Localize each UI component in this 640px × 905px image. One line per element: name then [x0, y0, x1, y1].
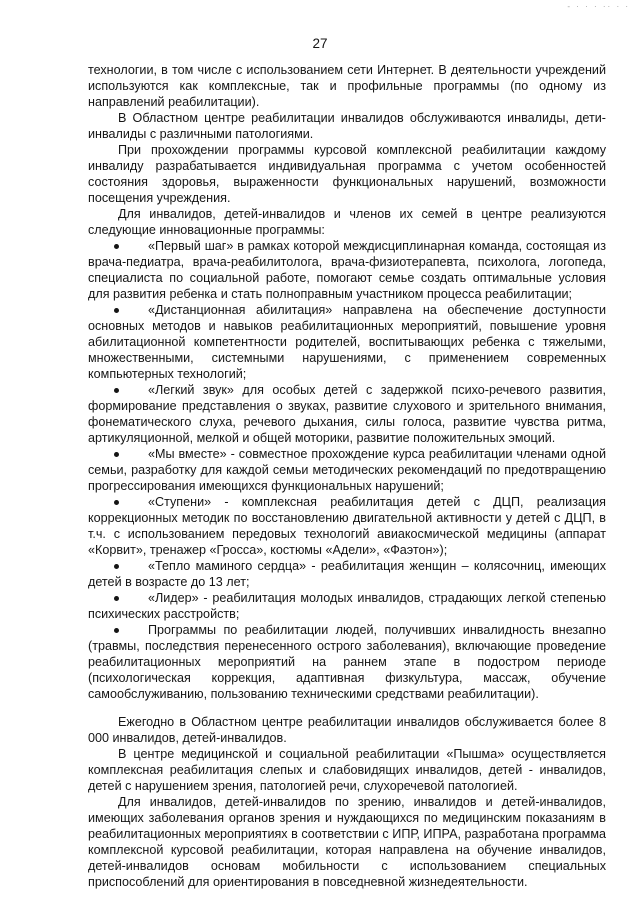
list-item-steps — [88, 494, 606, 558]
list-item-text: «Первый шаг» в рамках которой междисциплинарная команда, состоящая из врача-педиатра, врача-реабилитолога, врача-физиотерапевта, психолога, логопеда, специалиста по социальной работе, помогают семье создать оптимальные условия для развития ребенка и стать полноправным участником процесса реабилитации; — [88, 239, 606, 301]
page-number: 27 — [312, 36, 328, 51]
list-item-light-sound — [88, 382, 606, 446]
bullet-icon — [114, 244, 119, 249]
list-item-text: «Тепло маминого сердца» - реабилитация женщин – колясочниц, имеющих детей в возрасте до 13 лет; — [88, 559, 606, 589]
bullet-icon — [114, 308, 119, 313]
list-item-text: «Легкий звук» для особых детей с задержкой психо-речевого развития, формирование представления о звуках, развитие слухового и зрительного внимания, фонематического слуха, речевого дыхания, силы голоса, развитие чувства ритма, артикуляционной, мелкой и общей моторики, развитие положительных эмоций. — [88, 383, 606, 445]
paragraph-technologies: технологии, в том числе с использованием сети Интернет. В деятельности учреждений используются как комплексные, так и профильные программы (по одному из направлений реабилитации). — [88, 63, 606, 109]
paragraph-individual-program: При прохождении программы курсовой комплексной реабилитации каждому инвалиду разрабатывается индивидуальная программа с учетом особенностей состояния здоровья, выраженности функциональных нарушений, возможности посещения учреждения. — [88, 143, 606, 205]
bullet-icon — [114, 564, 119, 569]
list-item-text: «Ступени» - комплексная реабилитация детей с ДЦП, реализация коррекционных методик по восстановлению двигательной активности у детей с ДЦП, в т.ч. с использованием передовых технологий авиакосмической медицины (аппарат «Корвит», тренажер «Гросса», костюмы «Адели», «Фаэтон»); — [88, 495, 606, 557]
paragraph-annual-service: Ежегодно в Областном центре реабилитации инвалидов обслуживается более 8 000 инвалидов, детей-инвалидов. — [88, 715, 606, 745]
list-item-text: «Лидер» - реабилитация молодых инвалидов, страдающих легкой степенью психических расстройств; — [88, 591, 606, 621]
paragraph-pyshma-center: В центре медицинской и социальной реабилитации «Пышма» осуществляется комплексная реабилитация слепых и слабовидящих инвалидов, детей - инвалидов, детей с нарушением зрения, патологией речи, слухоречевой патологией. — [88, 747, 606, 793]
paragraph-regional-center: В Областном центре реабилитации инвалидов обслуживаются инвалиды, дети-инвалиды с различными патологиями. — [88, 111, 606, 141]
paragraph-vision-program: Для инвалидов, детей-инвалидов по зрению, инвалидов и детей-инвалидов, имеющих заболевания органов зрения и нуждающихся по медицинским показаниям в реабилитационных мероприятиях в соответствии с ИПР, ИПРА, разработана программа комплексной курсовой реабилитации, которая направлена на обучение инвалидов, детей-инвалидов основам мобильности с использованием специальных приспособлений для ориентирования в повседневной жизнедеятельности. — [88, 795, 606, 889]
document-body — [88, 62, 606, 890]
bullet-icon — [114, 500, 119, 505]
list-item-text: «Мы вместе» - совместное прохождение курса реабилитации членами одной семьи, разработку для каждой семьи методических рекомендаций по предотвращению прогрессирования имеющихся функциональных нарушений; — [88, 447, 606, 493]
list-item-sudden-disability — [88, 622, 606, 702]
bullet-icon — [114, 596, 119, 601]
list-item-together — [88, 446, 606, 494]
bullet-icon — [114, 628, 119, 633]
list-item-leader — [88, 590, 606, 622]
list-item-text: «Дистанционная абилитация» направлена на обеспечение доступности основных методов и навыков реабилитационных мероприятий, повышение уровня абилитационной компетентности родителей, воспитывающих ребенка с тяжелыми, множественными, системными нарушениями, с применением современных компьютерных технологий; — [88, 303, 606, 381]
paragraph-spacer — [88, 702, 606, 714]
scan-artifact-mark: - · · · ·· · · — [567, 2, 630, 11]
innovative-programs-list — [88, 238, 606, 702]
paragraph-innovative-programs-intro: Для инвалидов, детей-инвалидов и членов их семей в центре реализуются следующие инновационные программы: — [88, 207, 606, 237]
list-item-remote-habilitation — [88, 302, 606, 382]
bullet-icon — [114, 452, 119, 457]
bullet-icon — [114, 388, 119, 393]
list-item-first-step — [88, 238, 606, 302]
list-item-text: Программы по реабилитации людей, получивших инвалидность внезапно (травмы, последствия перенесенного острого заболевания), включающие проведение реабилитационных мероприятий на раннем этапе в подостром периоде (психологическая коррекция, адаптивная физкультура, массаж, обучение самообслуживанию, пользованию техническими средствами реабилитации). — [88, 623, 606, 701]
list-item-mothers-heart — [88, 558, 606, 590]
